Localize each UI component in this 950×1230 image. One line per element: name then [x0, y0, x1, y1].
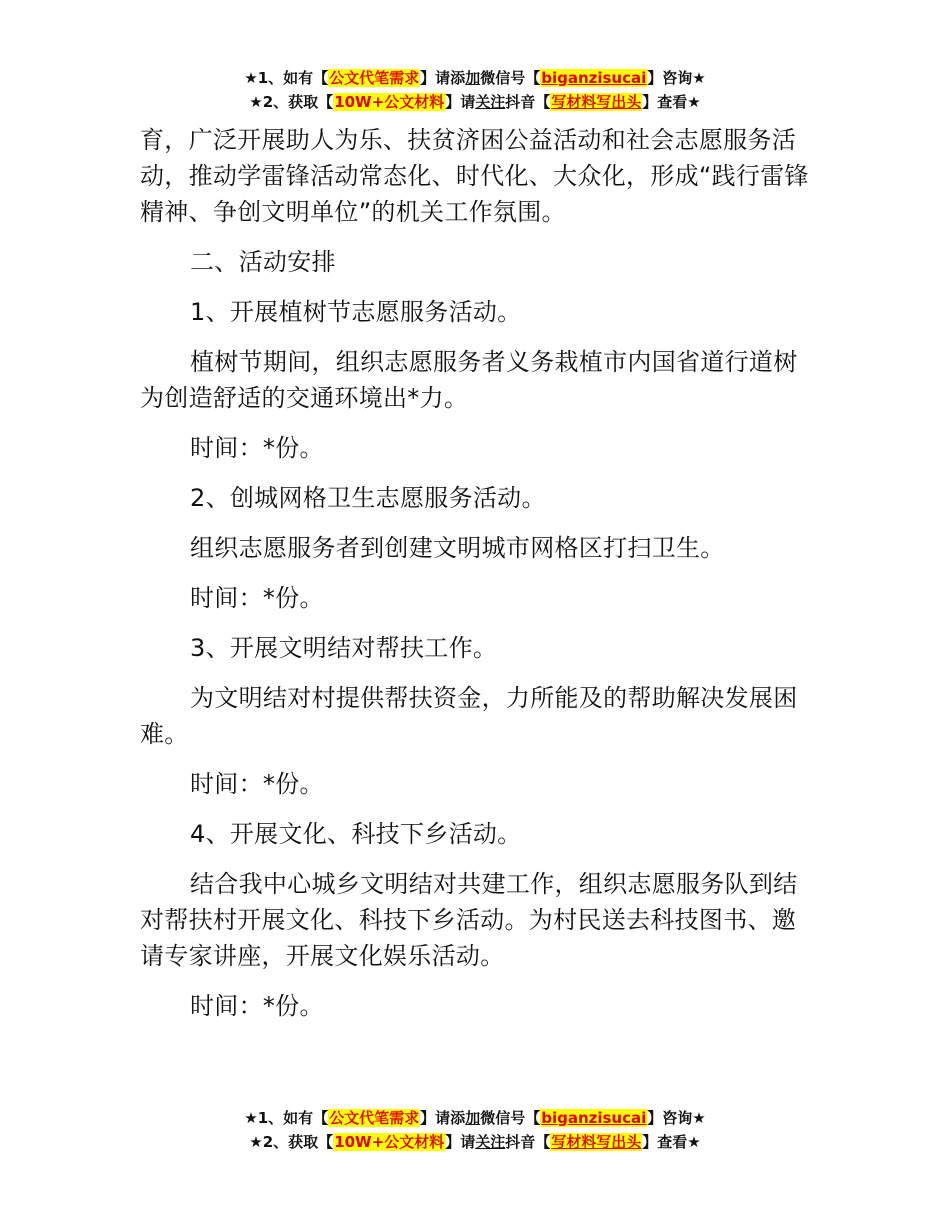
paragraph: 结合我中心城乡文明结对共建工作，组织志愿服务队到结对帮扶村开展文化、科技下乡活动。为村民送去科技图书、邀请专家讲座，开展文化娱乐活动。 [140, 870, 798, 970]
banner-text: 】请 [445, 93, 476, 111]
banner-text: ★2、获取【 [249, 1133, 334, 1151]
banner-highlight: biganzisucai [541, 1109, 647, 1127]
banner-text: 加 [465, 1109, 481, 1127]
banner-highlight: 写材料写出头 [551, 1133, 642, 1151]
time-line: 时间：*份。 [190, 992, 324, 1020]
footer-banner [0, 1106, 950, 1154]
time-line: 时间：*份。 [190, 584, 324, 612]
item-heading: 2、创城网格卫生志愿服务活动。 [190, 484, 546, 512]
time-line: 时间：*份。 [190, 434, 324, 462]
banner-text: ★2、获取【 [249, 93, 334, 111]
banner-highlight: 公文代笔需求 [329, 69, 420, 87]
banner-highlight: 10W+公文材料 [334, 93, 445, 111]
banner-text: 】咨询★ [647, 1109, 706, 1127]
banner-text: 】请添 [420, 69, 466, 87]
banner-text: 】请添 [420, 1109, 466, 1127]
banner-text: 】查看★ [642, 1133, 701, 1151]
banner-line-2 [0, 90, 950, 114]
item-heading: 4、开展文化、科技下乡活动。 [190, 820, 522, 848]
banner-text: 微信号【 [480, 69, 541, 87]
item-heading: 1、开展植树节志愿服务活动。 [190, 298, 522, 326]
banner-text: 抖音【 [505, 1133, 551, 1151]
banner-text: 微信号【 [480, 1109, 541, 1127]
banner-highlight: 10W+公文材料 [334, 1133, 445, 1151]
banner-text: 】咨询★ [647, 69, 706, 87]
banner-highlight: biganzisucai [541, 69, 647, 87]
banner-line-1 [0, 66, 950, 90]
banner-text: 关注 [475, 93, 506, 111]
document-body [140, 122, 812, 1024]
section-heading: 二、活动安排 [190, 248, 336, 276]
banner-text: 抖音【 [505, 93, 551, 111]
banner-text: ★1、如有【 [244, 69, 329, 87]
banner-text: 加 [465, 69, 481, 87]
paragraph: 为文明结对村提供帮扶资金，力所能及的帮助解决发展困难。 [140, 684, 798, 748]
header-banner [0, 66, 950, 114]
paragraph: 组织志愿服务者到创建文明城市网格区打扫卫生。 [190, 534, 725, 562]
banner-text: 】查看★ [642, 93, 701, 111]
banner-line-2 [0, 1130, 950, 1154]
banner-text: 】请 [445, 1133, 476, 1151]
item-heading: 3、开展文明结对帮扶工作。 [190, 634, 498, 662]
paragraph: 植树节期间，组织志愿服务者义务栽植市内国省道行道树为创造舒适的交通环境出*力。 [140, 348, 798, 412]
banner-highlight: 写材料写出头 [551, 93, 642, 111]
time-line: 时间：*份。 [190, 770, 324, 798]
banner-line-1 [0, 1106, 950, 1130]
banner-highlight: 公文代笔需求 [329, 1109, 420, 1127]
banner-text: 关注 [475, 1133, 506, 1151]
banner-text: ★1、如有【 [244, 1109, 329, 1127]
paragraph: 育，广泛开展助人为乐、扶贫济困公益活动和社会志愿服务活动，推动学雷锋活动常态化、时代化、大众化，形成“践行雷锋精神、争创文明单位”的机关工作氛围。 [140, 126, 809, 226]
